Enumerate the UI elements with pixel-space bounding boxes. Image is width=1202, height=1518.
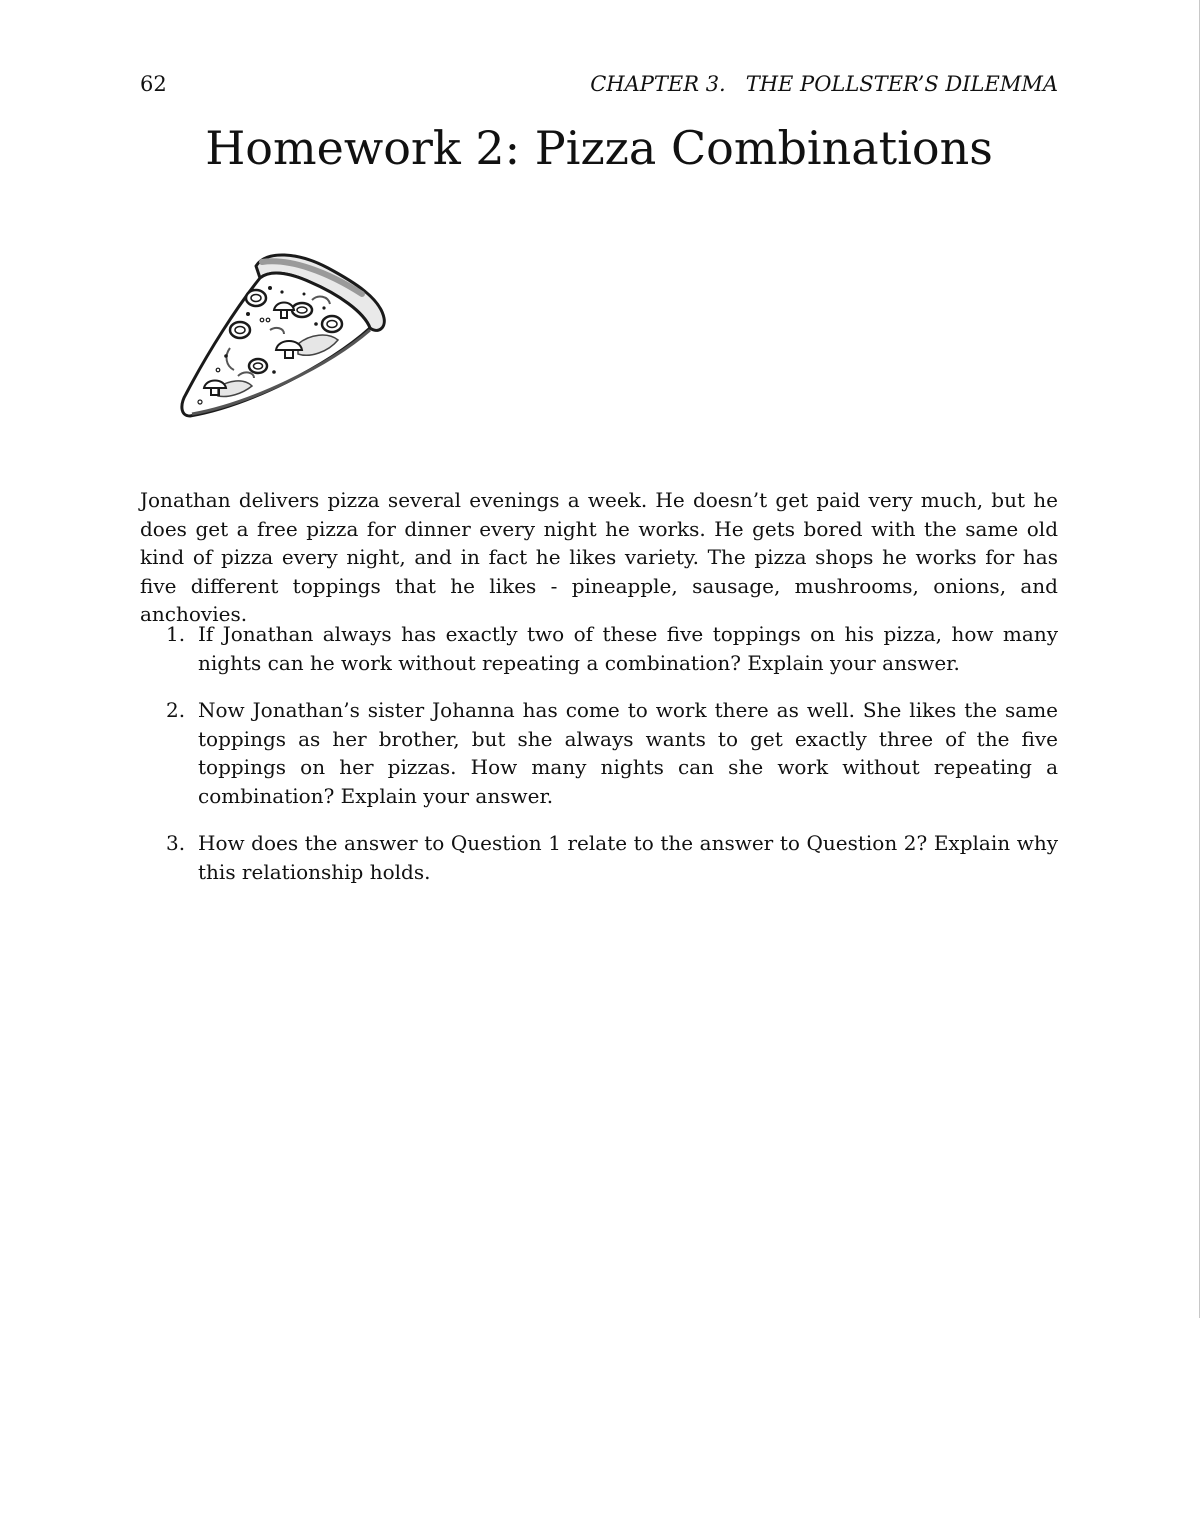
page-number: 62: [140, 72, 167, 96]
question-text: How does the answer to Question 1 relate to the answer to Question 2? Explain why this relationship holds.: [198, 831, 1058, 884]
pizza-slice-icon: [178, 248, 392, 424]
question-number: 2.: [166, 698, 186, 722]
chapter-label: CHAPTER 3.: [590, 72, 726, 96]
chapter-title: THE POLLSTER’S DILEMMA: [745, 72, 1058, 96]
question-text: If Jonathan always has exactly two of these five toppings on his pizza, how many nights can he work without repeating a combination? Explain your answer.: [198, 622, 1058, 675]
question-item: [140, 829, 1058, 886]
question-item: [140, 620, 1058, 677]
page-edge-line: [1199, 0, 1200, 1318]
question-item: [140, 696, 1058, 810]
question-text: Now Jonathan’s sister Johanna has come to work there as well. She likes the same toppings as her brother, but she always wants to get exactly three of the five toppings on her pizzas. How many nights can she work without repeating a combination? Explain your answer.: [198, 698, 1058, 808]
question-number: 1.: [166, 622, 186, 646]
running-head: [590, 70, 1058, 98]
question-number: 3.: [166, 831, 186, 855]
homework-title: Homework 2: Pizza Combinations: [205, 121, 993, 175]
question-list: [140, 620, 1058, 905]
problem-intro: Jonathan delivers pizza several evenings a week. He doesn’t get paid very much, but he does get a free pizza for dinner every night he works. He gets bored with the same old kind of pizza every night, and in fact he likes variety. The pizza shops he works for has five different toppings that he likes - pineapple, sausage, mushrooms, onions, and anchovies.: [140, 488, 1058, 626]
